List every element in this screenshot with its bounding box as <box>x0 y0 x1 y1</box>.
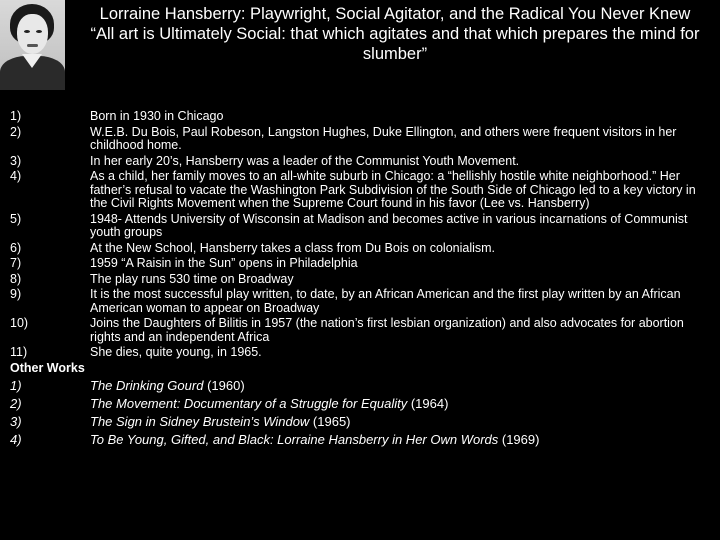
work-title: The Drinking Gourd <box>90 378 204 393</box>
item-number: 2) <box>10 124 22 139</box>
work-item <box>10 432 710 447</box>
item-text: As a child, her family moves to an all-white suburb in Chicago: a “hellishly hostile white neighborhood.” Her father’s refusal to vacate the Washington Park Subdivision of the South Side of Chicago led to a key victory in the Civil Rights Movement when the Supreme Court found in his favor (Lee vs. Hansberry) <box>90 169 696 210</box>
item-number: 8) <box>10 271 22 286</box>
work-item <box>10 396 710 411</box>
title-quote: “All art is Ultimately Social: that which agitates and that which prepares the mind for slumber” <box>90 25 700 63</box>
portrait-mouth <box>27 44 38 47</box>
item-number: 6) <box>10 240 22 255</box>
list-item <box>10 110 710 124</box>
list-item <box>10 242 710 256</box>
work-title: The Sign in Sidney Brustein’s Window <box>90 414 310 429</box>
list-item <box>10 346 710 360</box>
slide-title <box>70 4 720 64</box>
work-year: (1960) <box>203 378 245 393</box>
list-item <box>10 273 710 287</box>
slide-content <box>10 110 710 450</box>
item-text: The play runs 530 time on Broadway <box>90 271 294 286</box>
item-number: 5) <box>10 211 22 226</box>
item-text: W.E.B. Du Bois, Paul Robeson, Langston Hughes, Duke Ellington, and others were frequent visitors in her childhood home. <box>90 124 677 152</box>
item-number: 7) <box>10 256 22 270</box>
list-item <box>10 257 710 271</box>
list-item <box>10 155 710 169</box>
works-list <box>10 378 710 447</box>
title-heading: Lorraine Hansberry: Playwright, Social Agitator, and the Radical You Never Knew <box>99 5 691 23</box>
work-number: 2) <box>10 396 22 411</box>
item-number: 11) <box>10 345 28 359</box>
work-number: 1) <box>10 378 22 393</box>
work-item <box>10 414 710 429</box>
list-item <box>10 317 710 344</box>
item-text: Joins the Daughters of Bilitis in 1957 (the nation’s first lesbian organization) and also advocates for abortion rights and an independent Africa <box>90 316 684 344</box>
work-title: The Movement: Documentary of a Struggle for Equality <box>90 396 408 411</box>
item-text: Born in 1930 in Chicago <box>90 109 224 123</box>
item-text: At the New School, Hansberry takes a class from Du Bois on colonialism. <box>90 240 496 255</box>
work-number: 3) <box>10 414 22 429</box>
author-portrait <box>0 0 65 90</box>
item-number: 9) <box>10 287 22 301</box>
item-number: 1) <box>10 109 22 123</box>
portrait-eye <box>24 30 30 33</box>
item-text: 1959 “A Raisin in the Sun” opens in Philadelphia <box>90 256 358 270</box>
work-number: 4) <box>10 432 22 447</box>
item-number: 3) <box>10 153 22 168</box>
other-works-heading: Other Works <box>10 360 85 375</box>
portrait-eye <box>36 30 42 33</box>
item-number: 10) <box>10 316 29 330</box>
item-text: It is the most successful play written, to date, by an African American and the first play written by an African American woman to appear on Broadway <box>90 287 681 315</box>
item-text: In her early 20’s, Hansberry was a leader of the Communist Youth Movement. <box>90 153 520 168</box>
list-item <box>10 170 710 211</box>
work-year: (1964) <box>407 396 449 411</box>
work-item <box>10 378 710 393</box>
portrait-face <box>17 14 48 54</box>
facts-list <box>10 110 710 360</box>
work-title: To Be Young, Gifted, and Black: Lorraine Hansberry in Her Own Words <box>90 432 499 447</box>
item-number: 4) <box>10 169 22 183</box>
item-text: She dies, quite young, in 1965. <box>90 345 262 359</box>
list-item <box>10 213 710 240</box>
list-item <box>10 288 710 315</box>
work-year: (1965) <box>309 414 351 429</box>
item-text: 1948- Attends University of Wisconsin at Madison and becomes active in various incarnations of Communist youth groups <box>90 211 688 239</box>
list-item <box>10 126 710 153</box>
work-year: (1969) <box>498 432 540 447</box>
